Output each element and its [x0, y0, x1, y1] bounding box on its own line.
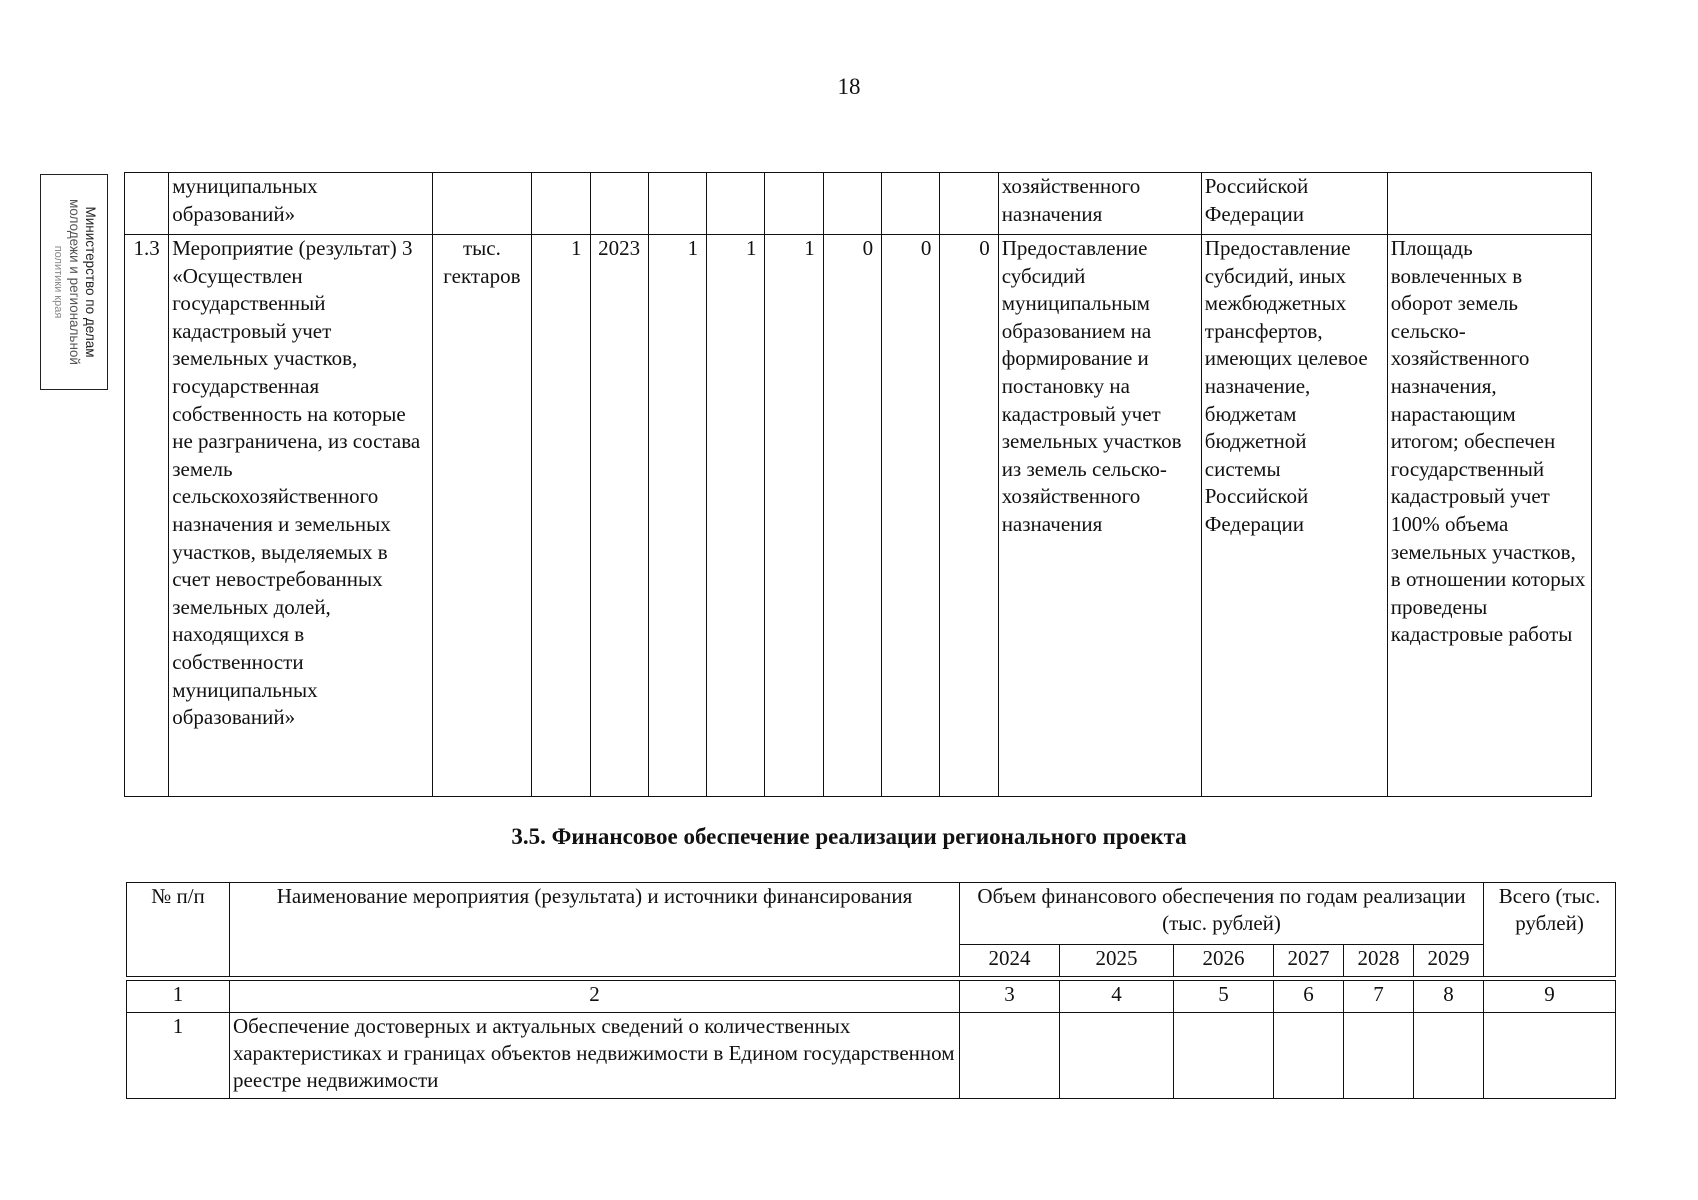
header-year: 2025: [1060, 945, 1174, 977]
header-volume: Объем финансового обеспечения по годам реализации (тыс. рублей): [960, 883, 1484, 945]
column-number: 9: [1484, 981, 1616, 1013]
stamp-line-3: политики края: [52, 245, 64, 319]
value-cell: 1: [532, 235, 590, 797]
header-year: 2028: [1344, 945, 1414, 977]
measure-name-cell: Обеспечение достоверных и актуальных сведений о количественных характеристиках и границах объектов недвижимости в Едином государственном реестре недвижимости: [230, 1013, 960, 1099]
continued-name-cell: муниципальных образований»: [169, 173, 432, 235]
column-number-row: [127, 981, 1616, 1013]
measure-name-cell: Мероприятие (результат) 3 «Осуществлен государственный кадастровый учет земельных участков, государственная собственность на которые не разграничена, из состава земель сельскохозяйственного назначения и земельных участков, выделяемых в счет невостребованных земельных долей, находящихся в собственности муниципальных образований»: [169, 235, 432, 797]
continued-col-d: хозяйственного назначения: [998, 173, 1201, 235]
section-title: 3.5. Финансовое обеспечение реализации регионального проекта: [511, 824, 1187, 849]
type-cell: Предоставление субсидий муниципальным образованием на формирование и постановку на кадастровый учет земельных участков из земель сельско-хозяйственного назначения: [998, 235, 1201, 797]
row-number: 1.3: [125, 235, 169, 797]
measures-table: [124, 172, 1592, 797]
stamp-line-1: Министерство по делам: [83, 206, 98, 358]
column-number: 1: [127, 981, 230, 1013]
header-year: 2027: [1274, 945, 1344, 977]
value-cell: 1: [765, 235, 823, 797]
column-number: 8: [1414, 981, 1484, 1013]
header-num: № п/п: [127, 883, 230, 977]
row-number: 1: [127, 1013, 230, 1099]
value-cell: 2023: [590, 235, 648, 797]
value-cell: 0: [882, 235, 940, 797]
column-number: 2: [230, 981, 960, 1013]
unit-cell: тыс. гектаров: [432, 235, 532, 797]
column-number: 4: [1060, 981, 1174, 1013]
table-row: [127, 1013, 1616, 1099]
header-name: Наименование мероприятия (результата) и источники финансирования: [230, 883, 960, 977]
header-year: 2029: [1414, 945, 1484, 977]
value-cell: 1: [648, 235, 706, 797]
continued-col-e: Российской Федерации: [1201, 173, 1387, 235]
header-year: 2026: [1174, 945, 1274, 977]
header-total: Всего (тыс. рублей): [1484, 883, 1616, 977]
header-year: 2024: [960, 945, 1060, 977]
value-cell: 0: [823, 235, 881, 797]
column-number: 3: [960, 981, 1060, 1013]
column-number: 6: [1274, 981, 1344, 1013]
result-cell: Площадь вовлеченных в оборот земель сельско-хозяйственного назначения, нарастающим итогом; обеспечен государственный кадастровый учет 100% объема земельных участков, в отношении которых проведены кадастровые работы: [1387, 235, 1591, 797]
characteristic-cell: Предоставление субсидий, иных межбюджетных трансфертов, имеющих целевое назначение, бюджетам бюджетной системы Российской Федерации: [1201, 235, 1387, 797]
value-cell: 1: [707, 235, 765, 797]
registration-stamp: [40, 174, 108, 390]
table-row: [125, 235, 1592, 797]
header-row: [127, 883, 1616, 945]
value-cell: 0: [940, 235, 998, 797]
stamp-line-2: молодежи и региональной: [67, 199, 82, 365]
column-number: 7: [1344, 981, 1414, 1013]
finance-table: [126, 882, 1616, 1099]
table-row: [125, 173, 1592, 235]
column-number: 5: [1174, 981, 1274, 1013]
page-number: 18: [837, 74, 861, 99]
